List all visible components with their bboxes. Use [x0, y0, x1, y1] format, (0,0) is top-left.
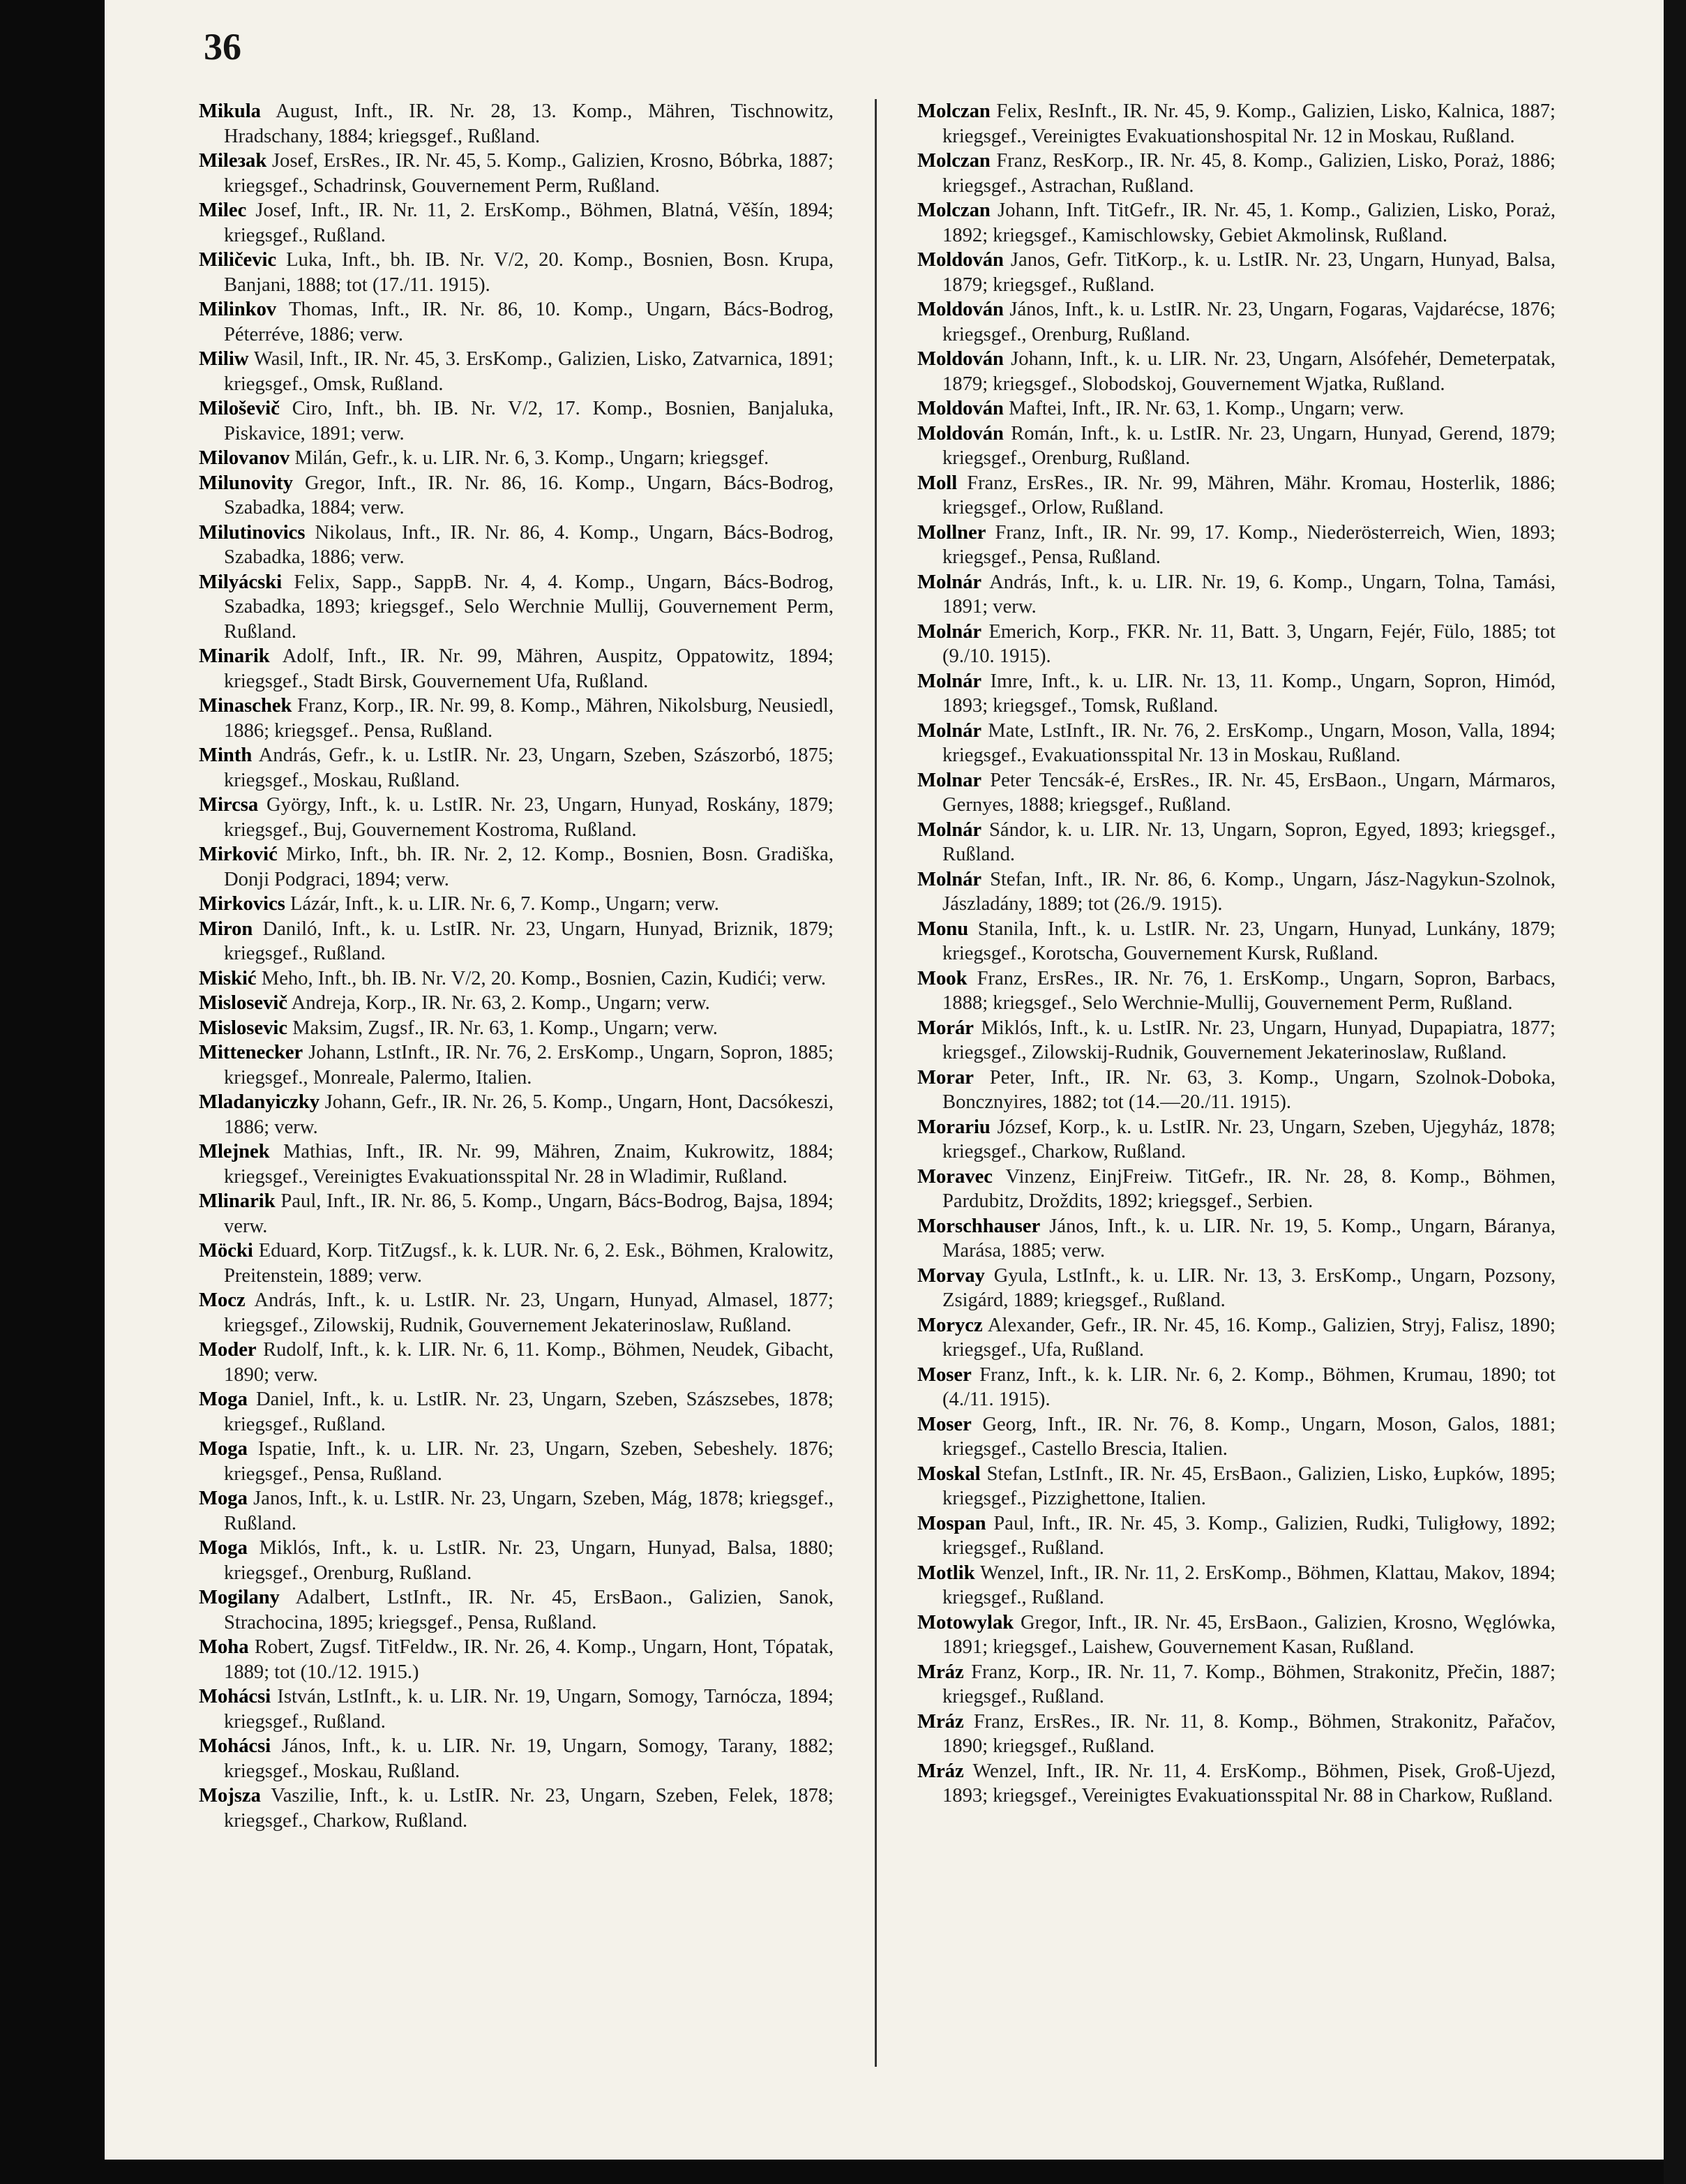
right-column [917, 99, 1556, 1809]
entry-details: Paul, Inft., IR. Nr. 86, 5. Komp., Ungarn, Bács-Bodrog, Bajsa, 1894; verw. [224, 1190, 834, 1237]
entry-details: Franz, ErsRes., IR. Nr. 99, Mähren, Mähr. Kromau, Hosterlik, 1886; kriegsgef., Orlow, Rußland. [942, 472, 1556, 518]
register-entry [917, 620, 1556, 669]
left-column [199, 99, 834, 1833]
entry-surname: Moskal [917, 1463, 981, 1485]
entry-surname: Mileзak [199, 150, 267, 172]
register-entry [917, 396, 1556, 421]
entry-details: Stefan, LstInft., IR. Nr. 45, ErsBaon., Galizien, Lisko, Łupków, 1895; kriegsgef., Pizzighettone, Italien. [942, 1463, 1556, 1509]
register-entry [917, 421, 1556, 471]
entry-surname: Moga [199, 1389, 248, 1410]
entry-details: Johann, Inft. TitGefr., IR. Nr. 45, 1. Komp., Galizien, Lisko, Poraż, 1892; kriegsgef., Kamischlowsky, Gebiet Akmolinsk, Rußland. [942, 200, 1556, 246]
entry-details: Thomas, Inft., IR. Nr. 86, 10. Komp., Ungarn, Bács-Bodrog, Péterréve, 1886; verw. [224, 299, 834, 345]
register-entry [199, 297, 834, 347]
entry-surname: Motlik [917, 1562, 975, 1584]
register-entry [199, 991, 834, 1016]
register-entry [917, 198, 1556, 248]
register-entry [917, 1214, 1556, 1264]
entry-details: Janos, Gefr. TitKorp., k. u. LstIR. Nr. 23, Ungarn, Hunyad, Balsa, 1879; kriegsgef., Rußland. [942, 249, 1556, 296]
entry-surname: Moder [199, 1339, 257, 1361]
register-entry [917, 719, 1556, 768]
entry-surname: Moll [917, 472, 958, 494]
register-entry [199, 1437, 834, 1486]
entry-details: Sándor, k. u. LIR. Nr. 13, Ungarn, Sopron, Egyed, 1893; kriegsgef., Rußland. [942, 818, 1556, 865]
register-entry [917, 1313, 1556, 1363]
entry-details: Peter Tencsák-é, ErsRes., IR. Nr. 45, ErsBaon., Ungarn, Mármaros, Gernyes, 1888; kriegsgef., Rußland. [942, 769, 1556, 816]
register-entry [917, 1462, 1556, 1511]
entry-details: Adolf, Inft., IR. Nr. 99, Mähren, Auspitz, Oppatowitz, 1894; kriegsgef., Stadt Birsk, Gouvernement Ufa, Rußland. [224, 645, 834, 692]
entry-details: Franz, Inft., k. k. LIR. Nr. 6, 2. Komp., Böhmen, Krumau, 1890; tot (4./11. 1915). [942, 1363, 1556, 1410]
entry-surname: Mircsa [199, 794, 259, 816]
entry-surname: Molczan [917, 100, 991, 122]
register-entry [199, 966, 834, 992]
entry-surname: Molnar [917, 769, 982, 791]
entry-details: Robert, Zugsf. TitFeldw., IR. Nr. 26, 4. Komp., Ungarn, Hont, Tópatak, 1889; tot (10./12. 1915.) [224, 1636, 834, 1683]
register-entry [199, 1189, 834, 1239]
entry-surname: Miloševič [199, 398, 280, 419]
entry-surname: Mikula [199, 100, 261, 122]
entry-surname: Mospan [917, 1512, 986, 1534]
entry-surname: Mráz [917, 1661, 964, 1683]
entry-surname: Moldován [917, 422, 1004, 444]
entry-surname: Morycz [917, 1314, 983, 1336]
register-entry [917, 1016, 1556, 1065]
register-entry [199, 892, 834, 917]
register-entry [199, 1040, 834, 1090]
document-page [105, 0, 1664, 2160]
register-entry [917, 347, 1556, 396]
register-entry [199, 521, 834, 570]
entry-surname: Miličevic [199, 249, 277, 271]
register-entry [917, 99, 1556, 149]
register-entry [917, 818, 1556, 867]
entry-surname: Morariu [917, 1116, 991, 1138]
register-entry [199, 149, 834, 198]
entry-details: August, Inft., IR. Nr. 28, 13. Komp., Mähren, Tischnowitz, Hradschany, 1884; kriegsgef., Rußland. [224, 100, 834, 147]
entry-details: Adalbert, LstInft., IR. Nr. 45, ErsBaon., Galizien, Sanok, Strachocina, 1895; kriegsgef., Pensa, Rußland. [224, 1587, 834, 1633]
entry-details: Daniel, Inft., k. u. LstIR. Nr. 23, Ungarn, Szeben, Szászsebes, 1878; kriegsgef., Rußland. [224, 1389, 834, 1435]
entry-surname: Mollner [917, 521, 986, 544]
register-entry [917, 1115, 1556, 1165]
entry-details: Peter, Inft., IR. Nr. 63, 3. Komp., Ungarn, Szolnok-Doboka, Boncznyires, 1882; tot (14.—20./11. 1915). [942, 1066, 1556, 1113]
entry-details: Román, Inft., k. u. LstIR. Nr. 23, Ungarn, Hunyad, Gerend, 1879; kriegsgef., Orenburg, Rußland. [942, 422, 1556, 469]
register-entry [199, 1536, 834, 1585]
entry-surname: Milyácski [199, 571, 283, 593]
entry-details: Paul, Inft., IR. Nr. 45, 3. Komp., Galizien, Rudki, Tuligłowy, 1892; kriegsgef., Rußland. [942, 1512, 1556, 1559]
entry-details: Johann, Inft., k. u. LIR. Nr. 23, Ungarn, Alsófehér, Demeterpatak, 1879; kriegsgef., Slobodskoj, Gouvernement Wjatka, Rußland. [942, 348, 1556, 395]
entry-details: János, Inft., k. u. LstIR. Nr. 23, Ungarn, Fogaras, Vajdarécse, 1876; kriegsgef., Orenburg, Rußland. [942, 299, 1556, 345]
entry-surname: Mook [917, 967, 968, 989]
entry-details: Wenzel, Inft., IR. Nr. 11, 2. ErsKomp., Böhmen, Klattau, Makov, 1894; kriegsgef., Rußland. [942, 1562, 1556, 1608]
entry-surname: Miliw [199, 348, 249, 370]
entry-details: Daniló, Inft., k. u. LstIR. Nr. 23, Ungarn, Hunyad, Briznik, 1879; kriegsgef., Rußland. [224, 918, 834, 964]
page-number: 36 [204, 26, 241, 68]
entry-surname: Miskić [199, 967, 257, 989]
entry-details: József, Korp., k. u. LstIR. Nr. 23, Ungarn, Szeben, Ujegyház, 1878; kriegsgef., Charkow, Rußland. [942, 1116, 1556, 1162]
entry-details: Johann, Gefr., IR. Nr. 26, 5. Komp., Ungarn, Hont, Dacsókeszi, 1886; verw. [224, 1091, 834, 1138]
register-entry [199, 1486, 834, 1536]
entry-surname: Moravec [917, 1165, 993, 1188]
register-entry [199, 347, 834, 396]
entry-details: Ciro, Inft., bh. IB. Nr. V/2, 17. Komp., Bosnien, Banjaluka, Piskavice, 1891; verw. [224, 398, 834, 444]
register-entry [917, 1561, 1556, 1610]
entry-details: Emerich, Korp., FKR. Nr. 11, Batt. 3, Ungarn, Fejér, Fülo, 1885; tot (9./10. 1915). [942, 620, 1556, 667]
register-entry [917, 570, 1556, 620]
entry-surname: Mirkovics [199, 893, 285, 915]
register-entry [199, 1239, 834, 1288]
entry-surname: Molczan [917, 200, 991, 221]
register-entry [199, 1783, 834, 1833]
register-entry [917, 471, 1556, 521]
entry-details: Gregor, Inft., IR. Nr. 86, 16. Komp., Ungarn, Bács-Bodrog, Szabadka, 1884; verw. [224, 472, 834, 518]
entry-surname: Moldován [917, 299, 1004, 320]
register-entry [199, 570, 834, 645]
register-entry [199, 1387, 834, 1437]
entry-surname: Morschhauser [917, 1215, 1041, 1237]
register-entry [917, 297, 1556, 347]
entry-details: Wenzel, Inft., IR. Nr. 11, 4. ErsKomp., Böhmen, Pisek, Groß-Ujezd, 1893; kriegsgef., Vereinigtes Evakuationsspital Nr. 88 in Charkow, Rußland. [942, 1760, 1556, 1807]
entry-details: Franz, ResKorp., IR. Nr. 45, 8. Komp., Galizien, Lisko, Poraż, 1886; kriegsgef., Astrachan, Rußland. [942, 150, 1556, 197]
entry-surname: Mohácsi [199, 1686, 271, 1707]
register-entry [199, 248, 834, 297]
entry-details: Gyula, LstInft., k. u. LIR. Nr. 13, 3. ErsKomp., Ungarn, Pozsony, Zsigárd, 1889; kriegsgef., Rußland. [942, 1264, 1556, 1311]
entry-details: János, Inft., k. u. LIR. Nr. 19, 5. Komp., Ungarn, Báranya, Marása, 1885; verw. [942, 1215, 1556, 1262]
entry-details: Mirko, Inft., bh. IR. Nr. 2, 12. Komp., Bosnien, Bosn. Gradiška, Donji Podgraci, 1894; verw. [224, 844, 834, 890]
entry-surname: Morvay [917, 1264, 985, 1287]
entry-surname: Mojsza [199, 1785, 261, 1807]
entry-surname: Milovanov [199, 447, 290, 469]
entry-surname: Moldován [917, 249, 1004, 271]
entry-details: Vaszilie, Inft., k. u. LstIR. Nr. 23, Ungarn, Szeben, Felek, 1878; kriegsgef., Charkow, Rußland. [224, 1785, 834, 1832]
entry-details: Janos, Inft., k. u. LstIR. Nr. 23, Ungarn, Szeben, Mág, 1878; kriegsgef., Rußland. [224, 1488, 834, 1534]
entry-details: Franz, Korp., IR. Nr. 11, 7. Komp., Böhmen, Strakonitz, Přečin, 1887; kriegsgef., Rußland. [942, 1661, 1556, 1707]
register-entry [917, 1264, 1556, 1313]
entry-surname: Milec [199, 200, 247, 221]
entry-surname: Miron [199, 918, 253, 940]
entry-details: István, LstInft., k. u. LIR. Nr. 19, Ungarn, Somogy, Tarnócza, 1894; kriegsgef., Rußland. [224, 1686, 834, 1733]
entry-surname: Molnár [917, 868, 982, 890]
entry-surname: Molnár [917, 670, 982, 692]
entry-surname: Moldován [917, 398, 1004, 419]
entry-details: Felix, Sapp., SappB. Nr. 4, 4. Komp., Ungarn, Bács-Bodrog, Szabadka, 1893; kriegsgef., Selo Werchnie Mullij, Gouvernement Perm, Rußland. [224, 571, 834, 643]
register-entry [917, 1065, 1556, 1115]
entry-surname: Moser [917, 1363, 972, 1386]
entry-details: Felix, ResInft., IR. Nr. 45, 9. Komp., Galizien, Lisko, Kalnica, 1887; kriegsgef., Vereinigtes Evakuationshospital Nr. 12 in Moskau, Rußland. [942, 100, 1556, 147]
entry-details: Ispatie, Inft., k. u. LIR. Nr. 23, Ungarn, Szeben, Sebeshely. 1876; kriegsgef., Pensa, Rußland. [224, 1438, 834, 1485]
register-entry [917, 1363, 1556, 1412]
entry-details: György, Inft., k. u. LstIR. Nr. 23, Ungarn, Hunyad, Roskány, 1879; kriegsgef., Buj, Gouvernement Kostroma, Rußland. [224, 794, 834, 841]
register-entry [199, 1635, 834, 1684]
register-entry [917, 867, 1556, 917]
entry-details: Mathias, Inft., IR. Nr. 99, Mähren, Znaim, Kukrowitz, 1884; kriegsgef., Vereinigtes Evakuationsspital Nr. 28 in Wladimir, Rußland. [224, 1141, 834, 1188]
entry-details: Johann, LstInft., IR. Nr. 76, 2. ErsKomp., Ungarn, Sopron, 1885; kriegsgef., Monreale, Palermo, Italien. [224, 1042, 834, 1089]
register-entry [199, 743, 834, 793]
entry-details: András, Gefr., k. u. LstIR. Nr. 23, Ungarn, Szeben, Szászorbó, 1875; kriegsgef., Moskau, Rußland. [224, 745, 834, 791]
entry-surname: Mráz [917, 1760, 964, 1782]
entry-surname: Mislosevic [199, 1017, 288, 1039]
register-entry [199, 1288, 834, 1338]
register-entry [917, 1412, 1556, 1462]
entry-surname: Morar [917, 1066, 974, 1089]
register-entry [917, 248, 1556, 297]
entry-details: Franz, Inft., IR. Nr. 99, 17. Komp., Niederösterreich, Wien, 1893; kriegsgef., Pensa, Rußland. [942, 521, 1556, 568]
register-entry [917, 917, 1556, 966]
entry-surname: Moga [199, 1438, 248, 1460]
entry-details: Josef, Inft., IR. Nr. 11, 2. ErsKomp., Böhmen, Blatná, Věšín, 1894; kriegsgef., Rußland. [224, 200, 834, 246]
entry-details: Maksim, Zugsf., IR. Nr. 63, 1. Komp., Ungarn; verw. [292, 1017, 718, 1039]
register-entry [917, 1511, 1556, 1561]
entry-details: Wasil, Inft., IR. Nr. 45, 3. ErsKomp., Galizien, Lisko, Zatvarnica, 1891; kriegsgef., Omsk, Rußland. [224, 348, 834, 395]
entry-details: Maftei, Inft., IR. Nr. 63, 1. Komp., Ungarn; verw. [1009, 398, 1404, 419]
register-entry [917, 768, 1556, 818]
entry-details: András, Inft., k. u. LIR. Nr. 19, 6. Komp., Ungarn, Tolna, Tamási, 1891; verw. [942, 571, 1556, 618]
entry-details: Alexander, Gefr., IR. Nr. 45, 16. Komp., Galizien, Stryj, Falisz, 1890; kriegsgef., Ufa, Rußland. [942, 1314, 1556, 1361]
entry-surname: Milunovity [199, 472, 294, 494]
register-entry [917, 1660, 1556, 1710]
scan-edge [1664, 0, 1686, 2184]
register-entry [199, 99, 834, 149]
entry-details: Vinzenz, EinjFreiw. TitGefr., IR. Nr. 28, 8. Komp., Böhmen, Pardubitz, Droždits, 1892; kriegsgef., Serbien. [942, 1165, 1556, 1212]
entry-surname: Moga [199, 1488, 248, 1509]
entry-surname: Milinkov [199, 299, 277, 320]
entry-surname: Mocz [199, 1289, 246, 1311]
entry-surname: Moga [199, 1537, 248, 1559]
register-entry [199, 694, 834, 743]
entry-surname: Möcki [199, 1240, 253, 1262]
entry-details: Lázár, Inft., k. u. LIR. Nr. 6, 7. Komp., Ungarn; verw. [290, 893, 719, 915]
entry-surname: Moldován [917, 348, 1004, 370]
register-entry [199, 446, 834, 471]
register-entry [917, 1610, 1556, 1660]
entry-surname: Molnár [917, 719, 982, 742]
register-entry [199, 1734, 834, 1783]
register-entry [199, 917, 834, 966]
entry-details: Georg, Inft., IR. Nr. 76, 8. Komp., Ungarn, Moson, Galos, 1881; kriegsgef., Castello Brescia, Italien. [942, 1413, 1556, 1460]
entry-details: Franz, ErsRes., IR. Nr. 76, 1. ErsKomp., Ungarn, Sopron, Barbacs, 1888; kriegsgef., Selo Werchnie-Mullij, Gouvernement Perm, Rußland. [942, 967, 1556, 1014]
register-entry [917, 966, 1556, 1016]
register-entry [199, 198, 834, 248]
entry-surname: Mittenecker [199, 1042, 303, 1063]
entry-details: Nikolaus, Inft., IR. Nr. 86, 4. Komp., Ungarn, Bács-Bodrog, Szabadka, 1886; verw. [224, 521, 834, 568]
entry-surname: Mráz [917, 1710, 964, 1733]
entry-details: Franz, Korp., IR. Nr. 99, 8. Komp., Mähren, Nikolsburg, Neusiedl, 1886; kriegsgef.. Pensa, Rußland. [224, 695, 834, 742]
entry-details: Eduard, Korp. TitZugsf., k. k. LUR. Nr. 6, 2. Esk., Böhmen, Kralowitz, Preitenstein, 1889; verw. [224, 1240, 834, 1287]
entry-surname: Mlejnek [199, 1141, 270, 1162]
entry-details: Miklós, Inft., k. u. LstIR. Nr. 23, Ungarn, Hunyad, Balsa, 1880; kriegsgef., Orenburg, Rußland. [224, 1537, 834, 1584]
entry-details: Stanila, Inft., k. u. LstIR. Nr. 23, Ungarn, Hunyad, Lunkány, 1879; kriegsgef., Korotscha, Gouvernement Kursk, Rußland. [942, 918, 1556, 964]
register-entry [199, 1090, 834, 1139]
entry-surname: Molczan [917, 150, 991, 172]
entry-details: Josef, ErsRes., IR. Nr. 45, 5. Komp., Galizien, Krosno, Bóbrka, 1887; kriegsgef., Schadrinsk, Gouvernement Perm, Rußland. [224, 150, 834, 197]
register-entry [199, 1139, 834, 1189]
entry-surname: Mislosevič [199, 992, 288, 1014]
register-entry [199, 1016, 834, 1041]
column-divider [875, 99, 877, 2067]
entry-surname: Molnár [917, 818, 982, 841]
entry-surname: Milutinovics [199, 521, 306, 544]
register-entry [917, 1710, 1556, 1759]
entry-details: Mate, LstInft., IR. Nr. 76, 2. ErsKomp., Ungarn, Moson, Valla, 1894; kriegsgef., Evakuationsspital Nr. 13 in Moskau, Rußland. [942, 719, 1556, 766]
register-entry [199, 1585, 834, 1635]
entry-details: Rudolf, Inft., k. k. LIR. Nr. 6, 11. Komp., Böhmen, Neudek, Gibacht, 1890; verw. [224, 1339, 834, 1386]
register-entry [199, 644, 834, 694]
entry-surname: Minarik [199, 645, 270, 667]
entry-surname: Motowylak [917, 1611, 1014, 1633]
entry-details: Milán, Gefr., k. u. LIR. Nr. 6, 3. Komp., Ungarn; kriegsgef. [294, 447, 769, 469]
register-entry [199, 793, 834, 842]
register-entry [917, 669, 1556, 719]
entry-surname: Mohácsi [199, 1735, 271, 1757]
entry-details: János, Inft., k. u. LIR. Nr. 19, Ungarn, Somogy, Tarany, 1882; kriegsgef., Moskau, Rußland. [224, 1735, 834, 1782]
register-entry [199, 396, 834, 446]
entry-surname: Molnár [917, 620, 982, 643]
entry-details: Andreja, Korp., IR. Nr. 63, 2. Komp., Ungarn; verw. [291, 992, 710, 1014]
entry-surname: Mirković [199, 844, 278, 865]
entry-surname: Minaschek [199, 695, 292, 717]
register-entry [199, 1338, 834, 1387]
entry-details: Miklós, Inft., k. u. LstIR. Nr. 23, Ungarn, Hunyad, Dupapiatra, 1877; kriegsgef., Zilowskij-Rudnik, Gouvernement Jekaterinoslaw, Rußland. [942, 1017, 1556, 1063]
entry-details: Franz, ErsRes., IR. Nr. 11, 8. Komp., Böhmen, Strakonitz, Pařačov, 1890; kriegsgef., Rußland. [942, 1710, 1556, 1757]
register-entry [917, 1759, 1556, 1809]
register-entry [199, 1684, 834, 1734]
entry-surname: Mogilany [199, 1587, 280, 1608]
entry-details: András, Inft., k. u. LstIR. Nr. 23, Ungarn, Hunyad, Almasel, 1877; kriegsgef., Zilowskij, Rudnik, Gouvernement Jekaterinoslaw, Rußland. [224, 1289, 834, 1336]
register-entry [199, 471, 834, 521]
entry-surname: Mladanyiczky [199, 1091, 320, 1113]
entry-details: Gregor, Inft., IR. Nr. 45, ErsBaon., Galizien, Krosno, Węglówka, 1891; kriegsgef., Laishew, Gouvernement Kasan, Rußland. [942, 1611, 1556, 1658]
register-entry [199, 842, 834, 892]
entry-surname: Minth [199, 745, 253, 766]
entry-surname: Moser [917, 1413, 972, 1435]
register-entry [917, 521, 1556, 570]
entry-surname: Monu [917, 918, 969, 940]
entry-details: Meho, Inft., bh. IB. Nr. V/2, 20. Komp., Bosnien, Cazin, Kudići; verw. [261, 967, 827, 989]
register-entry [917, 1165, 1556, 1214]
entry-details: Imre, Inft., k. u. LIR. Nr. 13, 11. Komp., Ungarn, Sopron, Himód, 1893; kriegsgef., Tomsk, Rußland. [942, 670, 1556, 717]
entry-details: Stefan, Inft., IR. Nr. 86, 6. Komp., Ungarn, Jász-Nagykun-Szolnok, Jászladány, 1889; tot (26./9. 1915). [942, 868, 1556, 915]
entry-surname: Molnár [917, 571, 982, 593]
entry-surname: Mlinarik [199, 1190, 276, 1212]
register-entry [917, 149, 1556, 198]
entry-surname: Morár [917, 1017, 974, 1039]
entry-surname: Moha [199, 1636, 249, 1658]
entry-details: Luka, Inft., bh. IB. Nr. V/2, 20. Komp., Bosnien, Bosn. Krupa, Banjani, 1888; tot (17./11. 1915). [224, 249, 834, 296]
